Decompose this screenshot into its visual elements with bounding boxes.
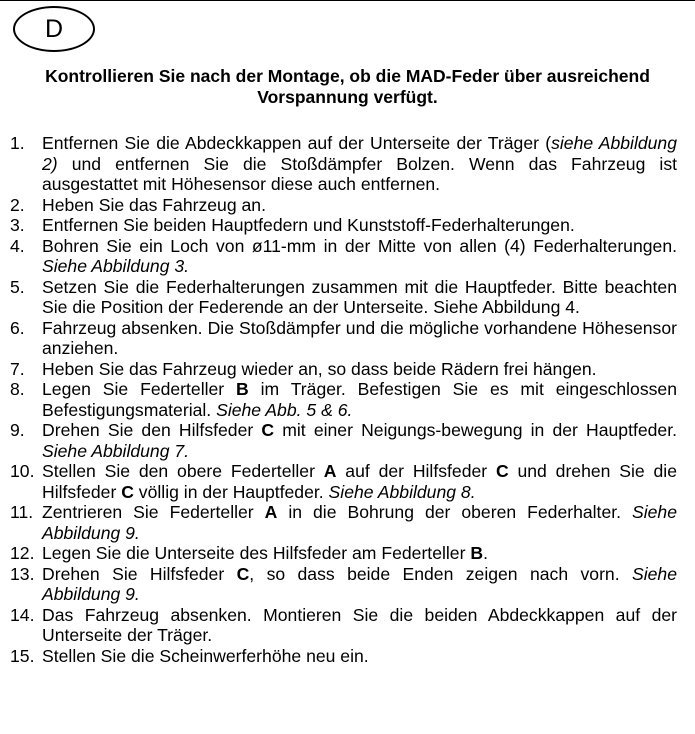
step-number: 13. bbox=[10, 563, 35, 584]
step-number: 6. bbox=[10, 317, 25, 338]
figure-reference: Siehe Abbildung 8. bbox=[328, 481, 476, 502]
step-text: Heben Sie das Fahrzeug an. bbox=[42, 194, 266, 215]
part-label: A bbox=[264, 502, 278, 522]
part-label: B bbox=[236, 379, 249, 399]
step-text: . bbox=[483, 543, 488, 563]
section-badge: D bbox=[13, 6, 95, 52]
step-number: 7. bbox=[10, 358, 25, 379]
step-item bbox=[0, 605, 695, 646]
step-number: 3. bbox=[10, 215, 25, 235]
step-text: völlig in der Hauptfeder. bbox=[133, 481, 329, 502]
step-number: 9. bbox=[10, 420, 25, 440]
part-label: C bbox=[495, 461, 509, 481]
step-text: Setzen Sie die Federhalterungen zusammen mit die Hauptfeder. Bitte beachten Sie die Position der Federende an der Unterseite. Siehe Abbildung 4. bbox=[42, 276, 677, 317]
step-item bbox=[0, 215, 695, 236]
step-item bbox=[0, 277, 695, 318]
part-label: C bbox=[261, 420, 275, 440]
step-item bbox=[0, 318, 695, 359]
step-item bbox=[0, 564, 695, 605]
step-text: , so dass beide Enden zeigen nach vorn. bbox=[249, 563, 632, 584]
step-item bbox=[0, 236, 695, 277]
step-item bbox=[0, 195, 695, 216]
part-label: B bbox=[470, 543, 484, 563]
step-text: Legen Sie die Unterseite des Hilfsfeder am Federteller bbox=[42, 543, 471, 563]
step-number: 5. bbox=[10, 276, 25, 297]
step-text: Zentrieren Sie Federteller bbox=[42, 502, 265, 522]
figure-reference: siehe Abbildung 2) bbox=[42, 133, 677, 174]
part-label: C bbox=[236, 563, 250, 584]
figure-reference: Siehe Abbildung 3. bbox=[42, 256, 190, 276]
step-item bbox=[0, 420, 695, 461]
figure-reference: Siehe Abb. 5 & 6. bbox=[216, 399, 353, 420]
step-text: Legen Sie Federteller bbox=[42, 379, 237, 399]
step-item bbox=[0, 543, 695, 564]
step-text: Fahrzeug absenken. Die Stoßdämpfer und die mögliche vorhandene Höhesensor anziehen. bbox=[42, 317, 677, 358]
step-item bbox=[0, 646, 695, 667]
step-item bbox=[0, 461, 695, 502]
figure-reference: Siehe Abbildung 7. bbox=[42, 440, 190, 461]
step-text: Stellen Sie die Scheinwerferhöhe neu ein. bbox=[42, 645, 369, 666]
step-text: und drehen Sie die Hilfsfeder bbox=[42, 461, 677, 502]
step-text: in die Bohrung der oberen Federhalter. bbox=[277, 502, 632, 522]
step-number: 2. bbox=[10, 194, 25, 215]
step-number: 14. bbox=[10, 604, 35, 625]
step-text: Drehen Sie den Hilfsfeder bbox=[42, 420, 262, 440]
step-number: 4. bbox=[10, 235, 25, 256]
step-item bbox=[0, 133, 695, 195]
step-text: Bohren Sie ein Loch von ø11-mm in der Mitte von allen (4) Federhalterungen. bbox=[42, 235, 677, 256]
part-label: A bbox=[323, 461, 337, 481]
step-text: Heben Sie das Fahrzeug wieder an, so dass beide Rädern frei hängen. bbox=[42, 358, 597, 379]
page-heading: Kontrollieren Sie nach der Montage, ob die MAD-Feder über ausreichend Vorspannung verfügt. bbox=[45, 66, 650, 107]
instruction-list bbox=[0, 133, 695, 666]
step-item bbox=[0, 502, 695, 543]
step-text: Entfernen Sie beiden Hauptfedern und Kunststoff-Federhalterungen. bbox=[42, 215, 575, 235]
step-text: auf der Hilfsfeder bbox=[336, 461, 496, 481]
step-number: 8. bbox=[10, 379, 25, 399]
step-text: Entfernen Sie die Abdeckkappen auf der Unterseite der Träger ( bbox=[42, 133, 552, 153]
step-text: Das Fahrzeug absenken. Montieren Sie die beiden Abdeckkappen auf der Unterseite der Träger. bbox=[42, 604, 677, 645]
step-item bbox=[0, 359, 695, 380]
step-number: 1. bbox=[10, 133, 25, 153]
step-number: 15. bbox=[10, 645, 35, 666]
step-text: mit einer Neigungs-bewegung in der Hauptfeder. bbox=[274, 420, 677, 440]
step-text: Drehen Sie Hilfsfeder bbox=[42, 563, 237, 584]
top-rule bbox=[0, 0, 695, 1]
figure-reference: Siehe Abbildung 9. bbox=[42, 502, 677, 543]
step-text: im Träger. Befestigen Sie es mit eingeschlossen Befestigungsmaterial. bbox=[42, 379, 677, 420]
step-number: 10. bbox=[10, 461, 35, 481]
figure-reference: Siehe Abbildung 9. bbox=[42, 563, 677, 604]
step-text: Stellen Sie den obere Federteller bbox=[42, 461, 324, 481]
step-number: 12. bbox=[10, 543, 35, 563]
part-label: C bbox=[121, 481, 134, 502]
step-text: und entfernen Sie die Stoßdämpfer Bolzen. Wenn das Fahrzeug ist ausgestattet mit Höhesensor diese auch entfernen. bbox=[42, 153, 677, 194]
step-item bbox=[0, 379, 695, 420]
step-number: 11. bbox=[10, 502, 34, 522]
